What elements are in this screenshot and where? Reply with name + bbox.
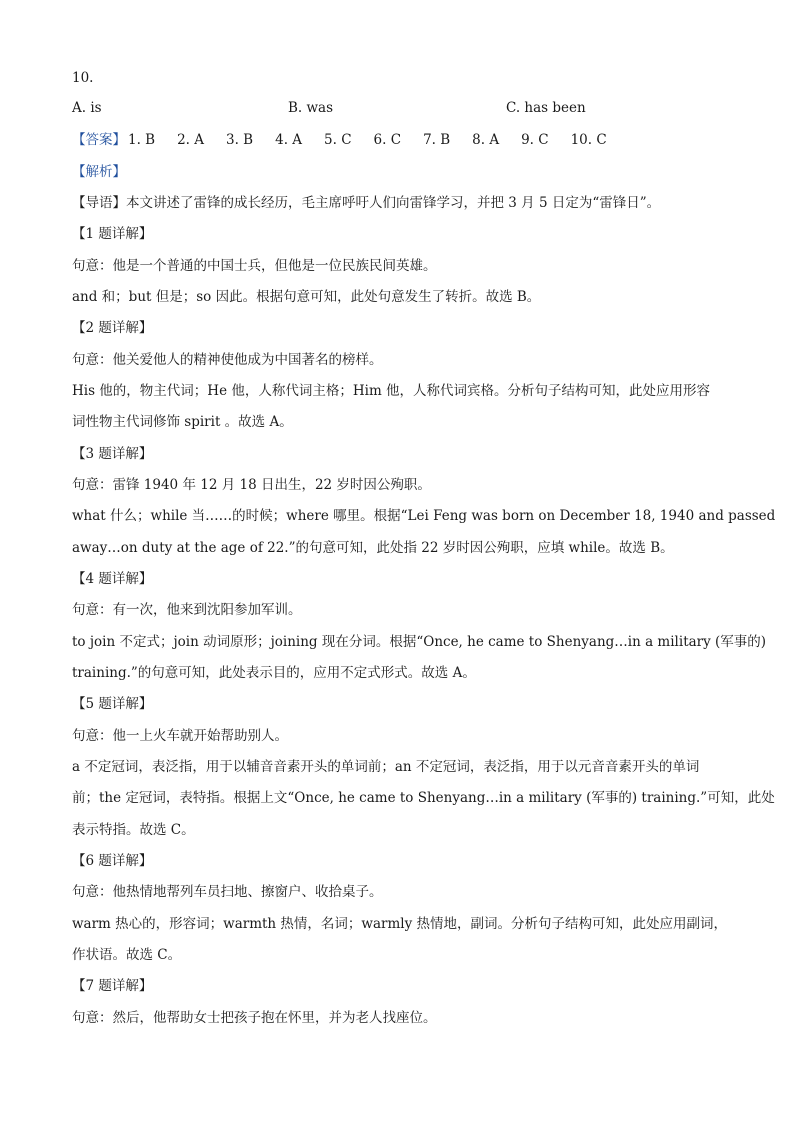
answer-label: 【答案】 <box>72 132 126 148</box>
detail-6-line: 句意：他热情地帮列车员扫地、擦窗户、收拾桌子。 <box>72 884 383 900</box>
detail-1-line: and 和；but 但是；so 因此。根据句意可知，此处句意发生了转折。故选 B。 <box>72 289 541 305</box>
detail-5-line: 句意：他一上火车就开始帮助别人。 <box>72 728 288 744</box>
answer-3: 3. B <box>226 132 254 148</box>
option-a: A. is <box>72 100 102 116</box>
answer-4: 4. A <box>275 132 303 148</box>
detail-6-line: warm 热心的，形容词；warmth 热情，名词；warmly 热情地，副词。分析句子结构可知，此处应用副词， <box>72 916 728 932</box>
detail-7-line: 句意：然后，他帮助女士把孩子抱在怀里，并为老人找座位。 <box>72 1010 437 1026</box>
question-number: 10. <box>72 70 94 86</box>
detail-7-heading: 【7 题详解】 <box>72 978 153 994</box>
options-row <box>72 98 722 118</box>
answer-1: 1. B <box>128 132 156 148</box>
detail-3-line: what 什么；while 当……的时候；where 哪里。根据“Lei Feng was born on December 18, 1940 and passed <box>72 508 776 524</box>
detail-1-line: 句意：他是一个普通的中国士兵，但他是一位民族民间英雄。 <box>72 258 437 274</box>
answer-7: 7. B <box>423 132 451 148</box>
analysis-label: 【解析】 <box>72 164 126 180</box>
detail-5-line: a 不定冠词，表泛指，用于以辅音音素开头的单词前；an 不定冠词，表泛指，用于以元音音素开头的单词 <box>72 759 700 775</box>
answer-10: 10. C <box>570 132 607 148</box>
detail-1-heading: 【1 题详解】 <box>72 226 153 242</box>
answer-row <box>72 130 629 150</box>
intro-text: 【导语】本文讲述了雷锋的成长经历，毛主席呼吁人们向雷锋学习，并把 3 月 5 日定为“雷锋日”。 <box>72 195 661 211</box>
answer-9: 9. C <box>521 132 549 148</box>
detail-5-line: 前；the 定冠词，表特指。根据上文“Once, he came to Shenyang…in a military (军事的) training.”可知，此处 <box>72 790 775 806</box>
answer-6: 6. C <box>373 132 402 148</box>
detail-4-line: to join 不定式；join 动词原形；joining 现在分词。根据“Once, he came to Shenyang…in a military (军事的) <box>72 634 767 650</box>
answer-8: 8. A <box>472 132 500 148</box>
detail-3-heading: 【3 题详解】 <box>72 446 153 462</box>
detail-4-line: 句意：有一次，他来到沈阳参加军训。 <box>72 602 302 618</box>
detail-3-line: away…on duty at the age of 22.”的句意可知，此处指 22 岁时因公殉职，应填 while。故选 B。 <box>72 540 674 556</box>
option-b: B. was <box>288 100 334 116</box>
detail-2-line: His 他的，物主代词；He 他，人称代词主格；Him 他，人称代词宾格。分析句子结构可知，此处应用形容 <box>72 383 711 399</box>
detail-6-heading: 【6 题详解】 <box>72 853 153 869</box>
detail-2-line: 词性物主代词修饰 spirit 。故选 A。 <box>72 414 293 430</box>
option-c: C. has been <box>506 100 586 116</box>
detail-5-heading: 【5 题详解】 <box>72 696 153 712</box>
detail-3-line: 句意：雷锋 1940 年 12 月 18 日出生，22 岁时因公殉职。 <box>72 477 431 493</box>
detail-6-line: 作状语。故选 C。 <box>72 947 182 963</box>
answer-5: 5. C <box>324 132 352 148</box>
detail-2-heading: 【2 题详解】 <box>72 320 153 336</box>
detail-4-line: training.”的句意可知，此处表示目的，应用不定式形式。故选 A。 <box>72 665 476 681</box>
detail-4-heading: 【4 题详解】 <box>72 571 153 587</box>
detail-2-line: 句意：他关爱他人的精神使他成为中国著名的榜样。 <box>72 352 383 368</box>
answer-2: 2. A <box>177 132 205 148</box>
detail-5-line: 表示特指。故选 C。 <box>72 822 195 838</box>
